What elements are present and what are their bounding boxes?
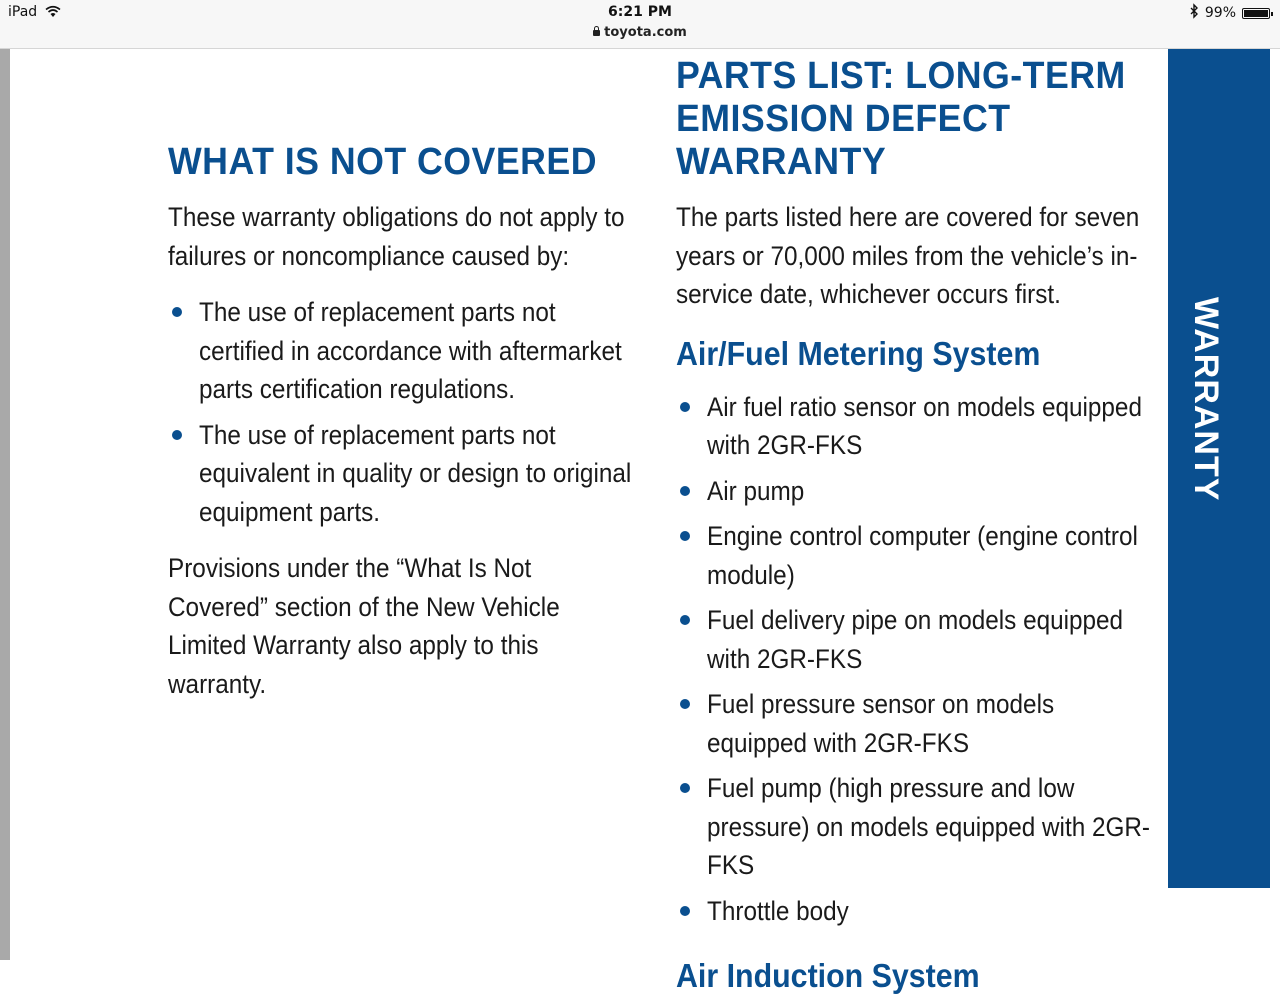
not-covered-column xyxy=(168,141,638,703)
parts-list-heading-line-2: EMISSION DEFECT xyxy=(676,98,1011,140)
document-page[interactable] xyxy=(10,49,1280,994)
parts-list-heading-line-1: PARTS LIST: LONG-TERM xyxy=(676,55,1126,97)
list-item: The use of replacement parts not equivalent in quality or design to original equipment parts. xyxy=(168,416,638,532)
bullet-icon xyxy=(680,486,690,496)
section-tab-label: WARRANTY xyxy=(1187,297,1225,502)
list-item: Fuel pressure sensor on models equipped with 2GR-FKS xyxy=(676,685,1156,762)
parts-list-heading-line-3: WARRANTY xyxy=(676,141,887,183)
status-time: 6:21 PM xyxy=(608,4,672,20)
bullet-icon xyxy=(172,307,182,317)
bullet-icon xyxy=(680,402,690,412)
page-gutter xyxy=(0,49,10,960)
device-name: iPad xyxy=(8,4,38,20)
bullet-icon xyxy=(680,783,690,793)
parts-list-column xyxy=(676,55,1156,996)
list-item: Engine control computer (engine control module) xyxy=(676,517,1156,594)
bullet-icon xyxy=(680,906,690,916)
list-item: The use of replacement parts not certified in accordance with aftermarket parts certification regulations. xyxy=(168,293,638,409)
bullet-icon xyxy=(172,430,182,440)
air-fuel-parts-list xyxy=(676,388,1156,931)
not-covered-intro: These warranty obligations do not apply to failures or noncompliance caused by: xyxy=(168,202,625,271)
address-bar[interactable] xyxy=(0,25,1280,40)
list-item: Air pump xyxy=(676,472,1156,511)
bullet-icon xyxy=(680,699,690,709)
not-covered-list xyxy=(168,293,638,531)
url-text: toyota.com xyxy=(604,25,687,40)
battery-fill xyxy=(1244,10,1268,17)
parts-list-intro: The parts listed here are covered for seven years or 70,000 miles from the vehicle’s in-service date, whichever occurs first. xyxy=(676,202,1140,309)
list-item: Air fuel ratio sensor on models equipped with 2GR-FKS xyxy=(676,388,1156,465)
bullet-icon xyxy=(680,531,690,541)
list-item: Fuel pump (high pressure and low pressure) on models equipped with 2GR-FKS xyxy=(676,769,1156,885)
battery-percent: 99% xyxy=(1204,5,1236,21)
air-induction-subheading: Air Induction System xyxy=(676,957,980,994)
battery-icon xyxy=(1242,8,1270,19)
bluetooth-icon xyxy=(1190,4,1199,22)
air-fuel-subheading: Air/Fuel Metering System xyxy=(676,334,1041,372)
list-item: Throttle body xyxy=(676,892,1156,931)
list-item: Fuel delivery pipe on models equipped with 2GR-FKS xyxy=(676,601,1156,678)
status-right xyxy=(1190,4,1270,22)
bullet-icon xyxy=(680,615,690,625)
not-covered-heading: WHAT IS NOT COVERED xyxy=(168,141,597,183)
status-bar xyxy=(0,0,1280,49)
provisions-text: Provisions under the “What Is Not Covered” section of the New Vehicle Limited Warranty also apply to this warranty. xyxy=(168,553,560,699)
lock-icon xyxy=(593,30,600,36)
